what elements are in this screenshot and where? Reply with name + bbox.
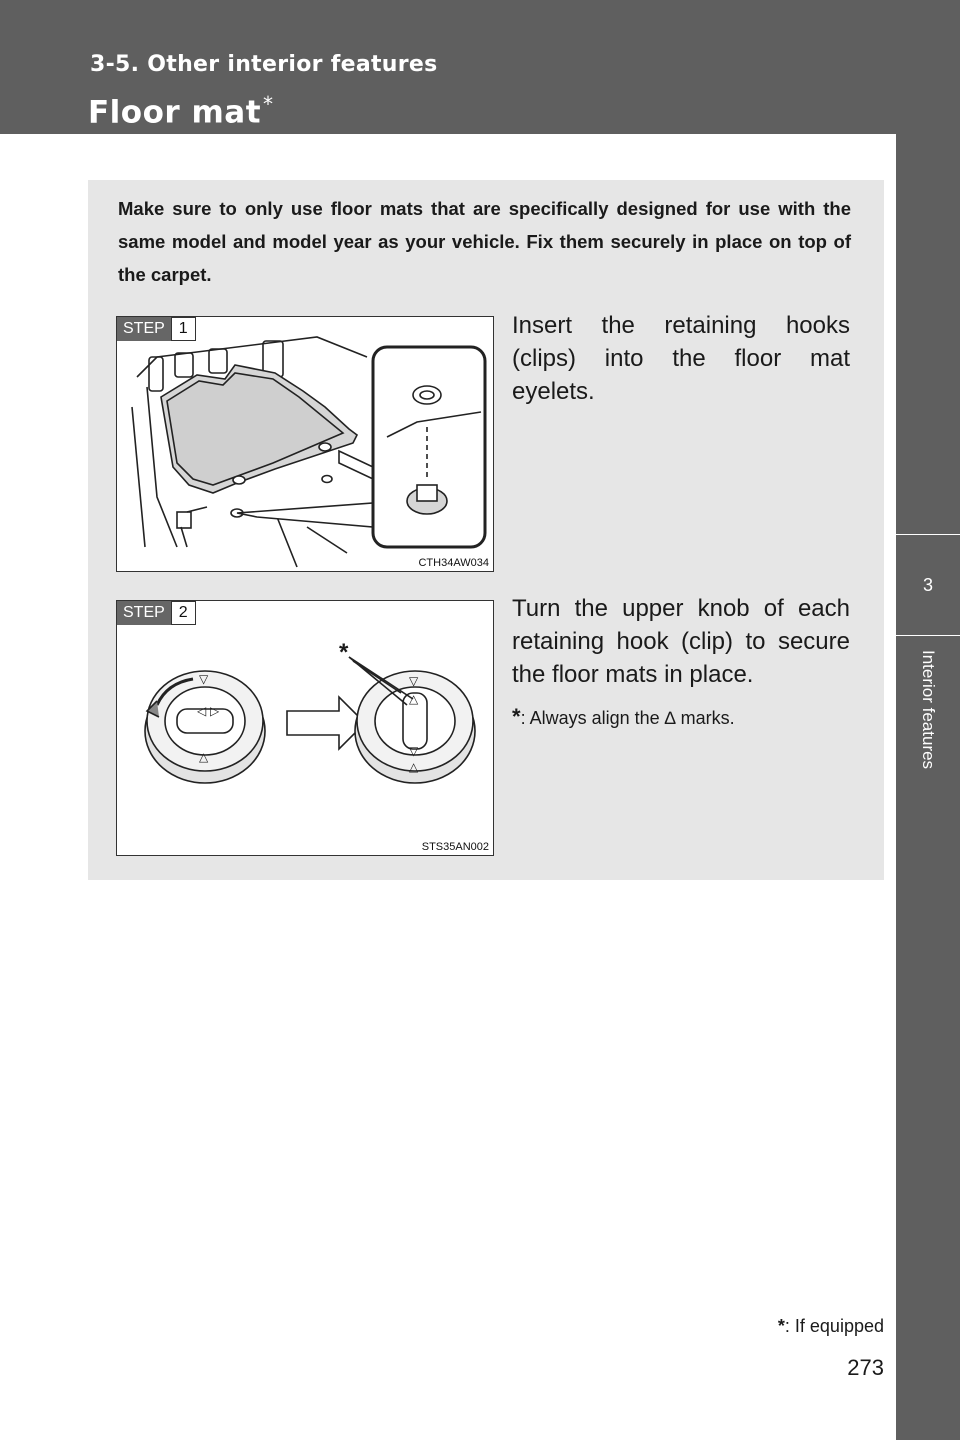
page-title-text: Floor mat — [88, 94, 262, 131]
figure-code: CTH34AW034 — [418, 557, 489, 569]
step-1-badge — [117, 317, 196, 341]
svg-text:▽: ▽ — [409, 744, 419, 758]
page-header — [0, 0, 960, 134]
step-1-figure — [116, 316, 494, 572]
note-marker: * — [512, 704, 521, 729]
svg-text:◁ ▷: ◁ ▷ — [197, 704, 220, 718]
step-2-figure — [116, 600, 494, 856]
alignment-note — [512, 704, 735, 730]
section-label: 3-5. Other interior features — [90, 52, 438, 77]
svg-text:▽: ▽ — [409, 674, 419, 688]
svg-text:△: △ — [199, 750, 209, 764]
figure-callout-asterisk: * — [339, 639, 349, 666]
step-2-text: Turn the upper knob of each retaining hook (clip) to secure the floor mats in place. — [512, 595, 850, 688]
page-number: 273 — [847, 1355, 884, 1380]
svg-text:▽: ▽ — [199, 672, 209, 686]
note-text: : Always align the ∆ marks. — [520, 708, 735, 728]
side-tab-upper — [896, 134, 960, 534]
step-badge-number: 2 — [171, 601, 196, 625]
chapter-number-tab[interactable]: 3 — [896, 535, 960, 635]
step-badge-word: STEP — [117, 317, 171, 341]
footnote-text: : If equipped — [784, 1316, 884, 1336]
step-1-text: Insert the retaining hooks (clips) into the floor mat eyelets. — [512, 312, 850, 405]
floor-mat-illustration — [117, 317, 493, 571]
retaining-hook-illustration — [117, 601, 493, 855]
page-title — [88, 84, 274, 132]
footnote-marker: * — [777, 1316, 785, 1336]
footnote — [778, 1316, 884, 1337]
figure-code: STS35AN002 — [421, 841, 489, 853]
step-badge-number: 1 — [171, 317, 196, 341]
step-2-badge — [117, 601, 196, 625]
svg-text:△: △ — [409, 692, 419, 706]
chapter-name: Interior features — [919, 650, 938, 770]
step-badge-word: STEP — [117, 601, 171, 625]
intro-text: Make sure to only use floor mats that are specifically designed for use with the same model and model year as your vehicle. Fix them securely in place on top of the carpet. — [118, 198, 851, 285]
if-equipped-marker: * — [263, 92, 274, 116]
svg-text:△: △ — [409, 760, 419, 774]
